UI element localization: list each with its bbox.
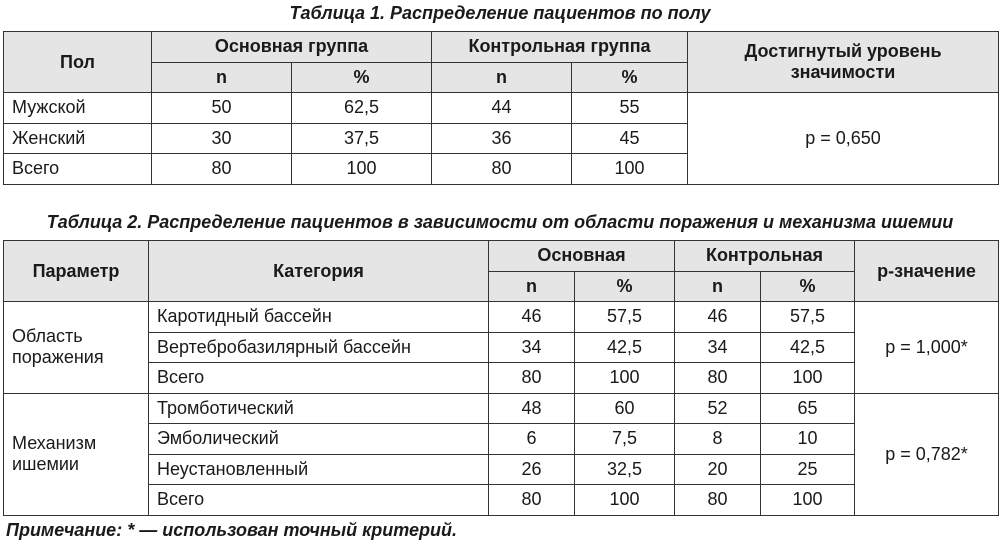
cell-category: Тромботический (149, 393, 489, 424)
header-significance: Достигнутый уровень значимости (688, 32, 999, 93)
cell-main-n: 46 (489, 302, 575, 333)
header-ctrl-pct: % (761, 271, 855, 302)
cell-ctrl-pct: 65 (761, 393, 855, 424)
cell-ctrl-pct: 100 (572, 154, 688, 185)
header-ctrl-pct: % (572, 62, 688, 93)
cell-category: Всего (149, 363, 489, 394)
cell-main-pct: 60 (575, 393, 675, 424)
cell-main-pct: 57,5 (575, 302, 675, 333)
cell-main-n: 26 (489, 454, 575, 485)
header-sex: Пол (4, 32, 152, 93)
table-sex-distribution (3, 31, 999, 185)
cell-category: Эмболический (149, 424, 489, 455)
p-value: p = 0,782* (855, 393, 999, 515)
row-label: Женский (4, 123, 152, 154)
cell-main-n: 80 (489, 363, 575, 394)
table-row (4, 363, 999, 394)
cell-main-n: 80 (152, 154, 292, 185)
cell-category: Вертебробазилярный бассейн (149, 332, 489, 363)
cell-category: Неустановленный (149, 454, 489, 485)
cell-ctrl-pct: 42,5 (761, 332, 855, 363)
cell-main-n: 6 (489, 424, 575, 455)
header-main-group: Основная группа (152, 32, 432, 63)
footnote: Примечание: * — использован точный критерий. (6, 520, 458, 540)
cell-main-n: 80 (489, 485, 575, 516)
cell-ctrl-n: 20 (675, 454, 761, 485)
table-row (4, 424, 999, 455)
table-lesion-mechanism (3, 240, 999, 516)
table-row (4, 93, 999, 124)
table-row (4, 393, 999, 424)
header-ctrl-n: n (675, 271, 761, 302)
header-ctrl-n: n (432, 62, 572, 93)
cell-ctrl-n: 8 (675, 424, 761, 455)
cell-ctrl-pct: 100 (761, 485, 855, 516)
table1-caption: Таблица 1. Распределение пациентов по полу (289, 3, 711, 23)
header-main-n: n (489, 271, 575, 302)
cell-ctrl-n: 36 (432, 123, 572, 154)
cell-ctrl-pct: 25 (761, 454, 855, 485)
cell-main-n: 34 (489, 332, 575, 363)
header-main-n: n (152, 62, 292, 93)
header-main: Основная (489, 241, 675, 272)
p-value: p = 1,000* (855, 302, 999, 394)
table-row (4, 302, 999, 333)
header-main-pct: % (292, 62, 432, 93)
cell-main-pct: 32,5 (575, 454, 675, 485)
table2-caption: Таблица 2. Распределение пациентов в зависимости от области поражения и механизма ишемии (46, 212, 954, 232)
row-label: Мужской (4, 93, 152, 124)
row-label: Всего (4, 154, 152, 185)
cell-category: Каротидный бассейн (149, 302, 489, 333)
header-main-pct: % (575, 271, 675, 302)
cell-main-n: 50 (152, 93, 292, 124)
cell-ctrl-n: 46 (675, 302, 761, 333)
cell-ctrl-n: 80 (432, 154, 572, 185)
header-control-group: Контрольная группа (432, 32, 688, 63)
cell-main-n: 30 (152, 123, 292, 154)
cell-ctrl-n: 52 (675, 393, 761, 424)
cell-main-pct: 42,5 (575, 332, 675, 363)
table-row (4, 454, 999, 485)
cell-main-pct: 100 (575, 485, 675, 516)
cell-ctrl-n: 34 (675, 332, 761, 363)
cell-ctrl-pct: 57,5 (761, 302, 855, 333)
group-label: Механизм ишемии (4, 393, 149, 515)
cell-main-pct: 37,5 (292, 123, 432, 154)
cell-ctrl-n: 44 (432, 93, 572, 124)
table-row (4, 485, 999, 516)
p-value: p = 0,650 (688, 93, 999, 185)
cell-main-pct: 62,5 (292, 93, 432, 124)
header-p-value: p-значение (855, 241, 999, 302)
cell-main-pct: 7,5 (575, 424, 675, 455)
cell-main-n: 48 (489, 393, 575, 424)
header-parameter: Параметр (4, 241, 149, 302)
cell-main-pct: 100 (292, 154, 432, 185)
cell-category: Всего (149, 485, 489, 516)
cell-ctrl-pct: 55 (572, 93, 688, 124)
header-control: Контрольная (675, 241, 855, 272)
cell-ctrl-pct: 10 (761, 424, 855, 455)
cell-ctrl-pct: 45 (572, 123, 688, 154)
group-label: Область поражения (4, 302, 149, 394)
table-row (4, 332, 999, 363)
header-category: Категория (149, 241, 489, 302)
cell-main-pct: 100 (575, 363, 675, 394)
cell-ctrl-n: 80 (675, 485, 761, 516)
cell-ctrl-n: 80 (675, 363, 761, 394)
cell-ctrl-pct: 100 (761, 363, 855, 394)
